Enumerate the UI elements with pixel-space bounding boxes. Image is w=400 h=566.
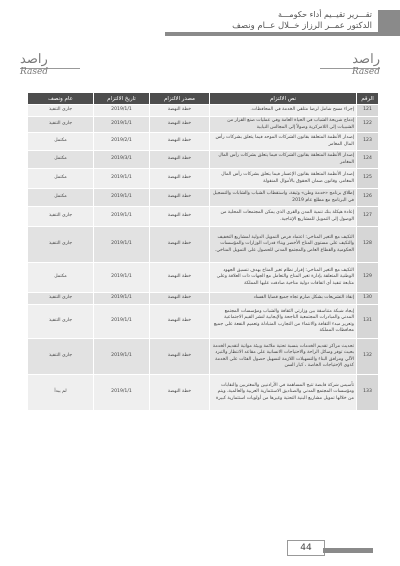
cell-number: 126: [357, 189, 379, 207]
cell-status: جاري التنفيذ: [28, 117, 94, 133]
cell-date: 2019/1/1: [94, 227, 150, 263]
cell-commitment-text: التكيف مع التغير المناخي: إقرار نظام تغير المناخ بهدف تنسيق الجهود الوطنية المتعلقة بإدارة تغير المناخ والتعامل مع الجهات ذات العلاقة وعلى متابعة تنفيذ أي اتفاقات دولية مناخية صادقت عليها المملكة: [210, 263, 357, 293]
cell-status: جاري التنفيذ: [28, 305, 94, 339]
logo-arabic: راصد: [20, 52, 48, 67]
report-header: [155, 10, 400, 46]
cell-status: مكتمل: [28, 263, 94, 293]
commitments-table: [27, 92, 379, 411]
cell-date: 2019/1/1: [94, 207, 150, 227]
table-row: [28, 293, 379, 305]
cell-number: 130: [357, 293, 379, 305]
table-row: [28, 207, 379, 227]
cell-commitment-text: إصدار الأنظمة المتعلقة بقانون الشركات فيما يتعلق بشركات رأس المال المغامر: [210, 151, 357, 169]
cell-source: خطة النهضة: [150, 117, 210, 133]
cell-source: خطة النهضة: [150, 263, 210, 293]
column-header-status: عام ونصف: [28, 93, 94, 105]
column-header-date: تاريخ الالتزام: [94, 93, 150, 105]
cell-commitment-text: إدماج شريحة الشباب في الحياة العامة وفي عمليات صنع القرار من الشبيبات إلى اللامركزية وصولاً إلى المجالس النيابية: [210, 117, 357, 133]
cell-commitment-text: إيجاد شبكة متناسقة بين وزارتي الثقافة والشباب ومؤسسات المجتمع المدني والمبادرات المجتمعية الناجحة والإيجابية لنشر القيم الاجتماعية وتعزيز مبدء الثقافة والانتماء من التجارب المتبادلة وتعميم النفعة على جميع محافظات المملكة: [210, 305, 357, 339]
cell-status: جاري التنفيذ: [28, 293, 94, 305]
cell-commitment-text: التكيف مع التغير المناخي: اعتماد فرص التمويل الدولية لمشاريع التخفيف والتكيف على مستوى المناخ الأخضر وبناء قدرات الوزارات والمؤسسات الحكومية والقطاع العاص والمجتمع المدني للحصول على التمويل المناخي.: [210, 227, 357, 263]
cell-source: خطة النهضة: [150, 339, 210, 375]
cell-number: 125: [357, 169, 379, 189]
cell-status: جاري التنفيذ: [28, 227, 94, 263]
column-header-number: الرقم: [357, 93, 379, 105]
cell-status: مكتمل: [28, 169, 94, 189]
cell-number: 128: [357, 227, 379, 263]
header-rule: [165, 32, 400, 36]
cell-status: جاري التنفيذ: [28, 207, 94, 227]
cell-source: خطة النهضة: [150, 133, 210, 151]
cell-source: خطة النهضة: [150, 305, 210, 339]
table-row: [28, 169, 379, 189]
cell-status: مكتمل: [28, 151, 94, 169]
table-row: [28, 105, 379, 117]
table-row: [28, 117, 379, 133]
table-row: [28, 133, 379, 151]
cell-commitment-text: إصدار الأنظمة المتعلقة بقانون الإعسار فيما يتعلق بشركات رأس المال المغامر، وقانون ضمان الحقوق بالأموال المنقولة: [210, 169, 357, 189]
cell-commitment-text: إنفاذ التشريعات بشكل صارم تجاه جميع قضايا الفساد: [210, 293, 357, 305]
cell-commitment-text: إعادة هيكلة بنك تنمية المدن والقرى الذي يمكن المجتمعات المحلية من الوصول إلى التمويل للمشاريع الإنتاجية.: [210, 207, 357, 227]
report-title: تقـــرير تقيــيم أداء حكومـــة: [278, 10, 372, 19]
report-subtitle: الدكتور عمــر الرزاز خــلال عــام ونصف: [232, 21, 372, 31]
cell-commitment-text: إصدار الأنظمة المتعلقة بقانون الشركات الموحد فيما يتعلق بشركات رأس المال المغامر: [210, 133, 357, 151]
table-header-row: [28, 93, 379, 105]
column-header-text: نص الالتزام: [210, 93, 357, 105]
table-row: [28, 375, 379, 411]
cell-status: لم يبدأ: [28, 375, 94, 411]
cell-number: 133: [357, 375, 379, 411]
logo-english: Rased: [20, 67, 49, 77]
cell-number: 129: [357, 263, 379, 293]
cell-source: خطة النهضة: [150, 169, 210, 189]
cell-status: جاري التنفيذ: [28, 105, 94, 117]
cell-commitment-text: تأسيس شركة قابضة تتيح المساهمة في الأرادنيين والمغتربين والنقابات ومؤسسات المجتمع المدني والصناديق الاستثمارية العربية والعالمية، ويتم من خلالها تمويل مشاريع البنية التحتية وغيرها من أولويات استثمارية كبيرة: [210, 375, 357, 411]
table-row: [28, 227, 379, 263]
column-header-source: مصدر الالتزام: [150, 93, 210, 105]
cell-date: 2019/1/1: [94, 189, 150, 207]
cell-date: 2019/1/1: [94, 105, 150, 117]
cell-source: خطة النهضة: [150, 151, 210, 169]
table-row: [28, 263, 379, 293]
logo-english: Rased: [351, 67, 380, 77]
cell-number: 127: [357, 207, 379, 227]
cell-date: 2019/1/1: [94, 263, 150, 293]
cell-status: مكتمل: [28, 189, 94, 207]
cell-date: 2019/1/1: [94, 375, 150, 411]
cell-source: خطة النهضة: [150, 207, 210, 227]
cell-date: 2019/1/1: [94, 305, 150, 339]
table-row: [28, 339, 379, 375]
rased-logo-right: [320, 52, 380, 77]
table-row: [28, 305, 379, 339]
table-row: [28, 189, 379, 207]
cell-number: 131: [357, 305, 379, 339]
cell-date: 2019/2/1: [94, 133, 150, 151]
rased-logo-left: [20, 52, 80, 77]
cell-date: 2019/1/1: [94, 169, 150, 189]
cell-source: خطة النهضة: [150, 189, 210, 207]
cell-source: خطة النهضة: [150, 227, 210, 263]
cell-status: مكتمل: [28, 133, 94, 151]
table-row: [28, 151, 379, 169]
cell-date: 2019/1/1: [94, 339, 150, 375]
footer-rule: [323, 548, 373, 553]
cell-number: 124: [357, 151, 379, 169]
cell-commitment-text: إطلاق برنامج «خدمة وطن» وثيقة، واستقطاب الشباب والشابات والتسجيل في البرنامج مع مطلع عام 2019: [210, 189, 357, 207]
logo-arabic: راصد: [352, 52, 380, 67]
cell-source: خطة النهضة: [150, 105, 210, 117]
cell-number: 123: [357, 133, 379, 151]
cell-source: خطة النهضة: [150, 375, 210, 411]
cell-number: 122: [357, 117, 379, 133]
page-number: 44: [287, 540, 325, 556]
cell-commitment-text: إجراء مسح شامل لرضا متلقي الخدمة في المحافظات.: [210, 105, 357, 117]
cell-date: 2019/1/1: [94, 293, 150, 305]
cell-date: 2019/1/1: [94, 117, 150, 133]
cell-number: 121: [357, 105, 379, 117]
cell-number: 132: [357, 339, 379, 375]
cell-status: جاري التنفيذ: [28, 339, 94, 375]
cell-commitment-text: تحديث مراكز تقديم الخدمات بنسبة تحتية ملائمة وبيئة مواتية لتقديم الخدمة بحيث توفر وسائل الراحة والاحتياجات الانسانية على مقاعد الانتظار والتبرد الآلي ومرافق البناء والتسهيلات اللازمة لتسهيل حصول الفئات على الخدمة كذوي الإحتياجات الخاصة ، كبار السن: [210, 339, 357, 375]
cell-source: خطة النهضة: [150, 293, 210, 305]
cell-date: 2019/3/1: [94, 151, 150, 169]
